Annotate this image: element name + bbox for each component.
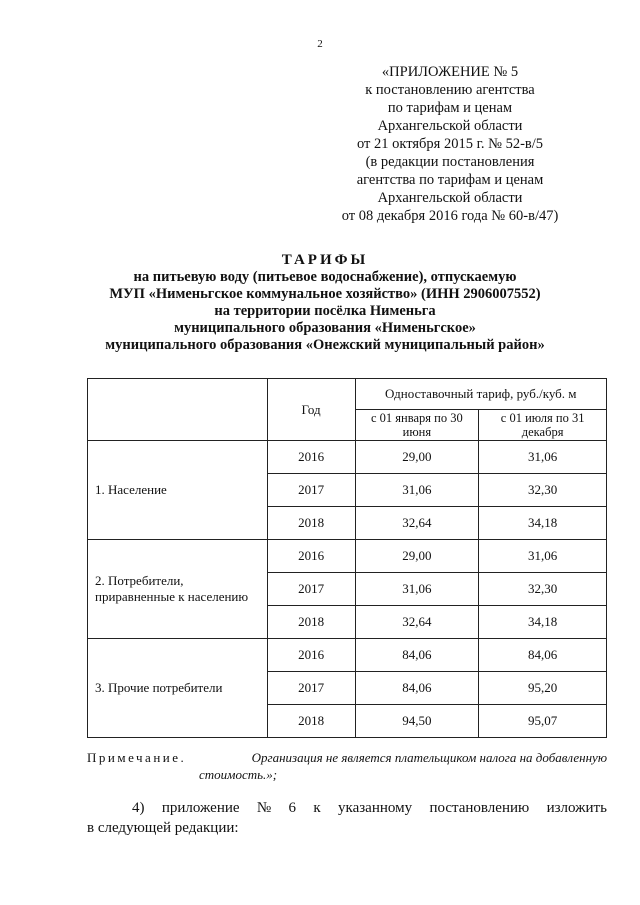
paragraph-word: постановлению xyxy=(429,800,530,816)
table-row xyxy=(88,639,607,672)
year-cell: 2018 xyxy=(267,507,355,540)
appendix-line: агентства по тарифам и ценам xyxy=(356,172,544,188)
header-year: Год xyxy=(267,379,355,441)
year-cell: 2017 xyxy=(267,672,355,705)
tariff-cell: 31,06 xyxy=(479,540,607,573)
paragraph-word: к xyxy=(313,800,321,816)
tariff-cell: 84,06 xyxy=(355,639,479,672)
paragraph-word: приложение xyxy=(161,800,240,816)
title-line: на территории посёлка Нименьга xyxy=(214,303,436,319)
title-line: МУП «Нименьгское коммунальное хозяйство» (ИНН 2906007552) xyxy=(109,286,541,302)
footnote-text-continued: стоимость.»; xyxy=(199,767,278,782)
year-cell: 2018 xyxy=(267,705,355,738)
table-row xyxy=(88,540,607,573)
appendix-line: от 21 октября 2015 г. № 52-в/5 xyxy=(356,136,544,152)
tariff-cell: 84,06 xyxy=(355,672,479,705)
header-period-1: с 01 января по 30 июня xyxy=(355,410,479,441)
title-line: муниципального образования «Нименьгское» xyxy=(174,320,476,336)
tariff-cell: 32,30 xyxy=(479,474,607,507)
appendix-header xyxy=(330,63,570,225)
tariff-cell: 32,30 xyxy=(479,573,607,606)
tariff-cell: 32,64 xyxy=(355,507,479,540)
year-cell: 2016 xyxy=(267,441,355,474)
category-cell: 1. Население xyxy=(88,441,268,540)
tariff-cell: 29,00 xyxy=(355,540,479,573)
tariff-cell: 31,06 xyxy=(479,441,607,474)
appendix-line: от 08 декабря 2016 года № 60-в/47) xyxy=(341,208,559,224)
category-cell: 2. Потребители, приравненные к населению xyxy=(88,540,268,639)
appendix-line: Архангельской области xyxy=(377,118,523,134)
footnote-text: Организация не является плательщиком налога на добавленную xyxy=(251,750,607,765)
tariff-table xyxy=(87,378,607,738)
year-cell: 2016 xyxy=(267,540,355,573)
tariff-cell: 31,06 xyxy=(355,474,479,507)
paragraph-word: № xyxy=(256,800,272,816)
tariff-cell: 94,50 xyxy=(355,705,479,738)
title-line: муниципального образования «Онежский муниципальный район» xyxy=(105,337,545,353)
year-cell: 2018 xyxy=(267,606,355,639)
year-cell: 2017 xyxy=(267,474,355,507)
title-line: на питьевую воду (питьевое водоснабжение), отпускаемую xyxy=(133,269,517,285)
table-row xyxy=(88,441,607,474)
header-period-2: с 01 июля по 31 декабря xyxy=(479,410,607,441)
tariff-cell: 34,18 xyxy=(479,507,607,540)
tariff-cell: 95,20 xyxy=(479,672,607,705)
paragraph-line: в следующей редакции: xyxy=(87,820,239,836)
paragraph-word: изложить xyxy=(546,800,607,816)
tariff-cell: 29,00 xyxy=(355,441,479,474)
appendix-line: Архангельской области xyxy=(377,190,523,206)
tariff-cell: 95,07 xyxy=(479,705,607,738)
year-cell: 2016 xyxy=(267,639,355,672)
tariff-cell: 31,06 xyxy=(355,573,479,606)
paragraph-word: 4) xyxy=(132,800,145,816)
footnote xyxy=(87,749,607,783)
tariff-cell: 84,06 xyxy=(479,639,607,672)
page-number: 2 xyxy=(317,38,323,50)
year-cell: 2017 xyxy=(267,573,355,606)
title-heading: ТАРИФЫ xyxy=(281,252,369,268)
paragraph-word: указанному xyxy=(338,800,413,816)
document-title xyxy=(85,252,565,354)
header-empty-cell xyxy=(88,379,268,441)
tariff-cell: 34,18 xyxy=(479,606,607,639)
appendix-line: по тарифам и ценам xyxy=(387,100,513,116)
footnote-label: Примечание. xyxy=(87,750,187,765)
paragraph-word: 6 xyxy=(288,800,297,816)
appendix-line: «ПРИЛОЖЕНИЕ № 5 xyxy=(381,64,519,80)
appendix-line: (в редакции постановления xyxy=(365,154,535,170)
appendix-line: к постановлению агентства xyxy=(365,82,535,98)
header-tariff: Одноставочный тариф, руб./куб. м xyxy=(355,379,607,410)
paragraph xyxy=(87,798,607,838)
category-cell: 3. Прочие потребители xyxy=(88,639,268,738)
tariff-cell: 32,64 xyxy=(355,606,479,639)
